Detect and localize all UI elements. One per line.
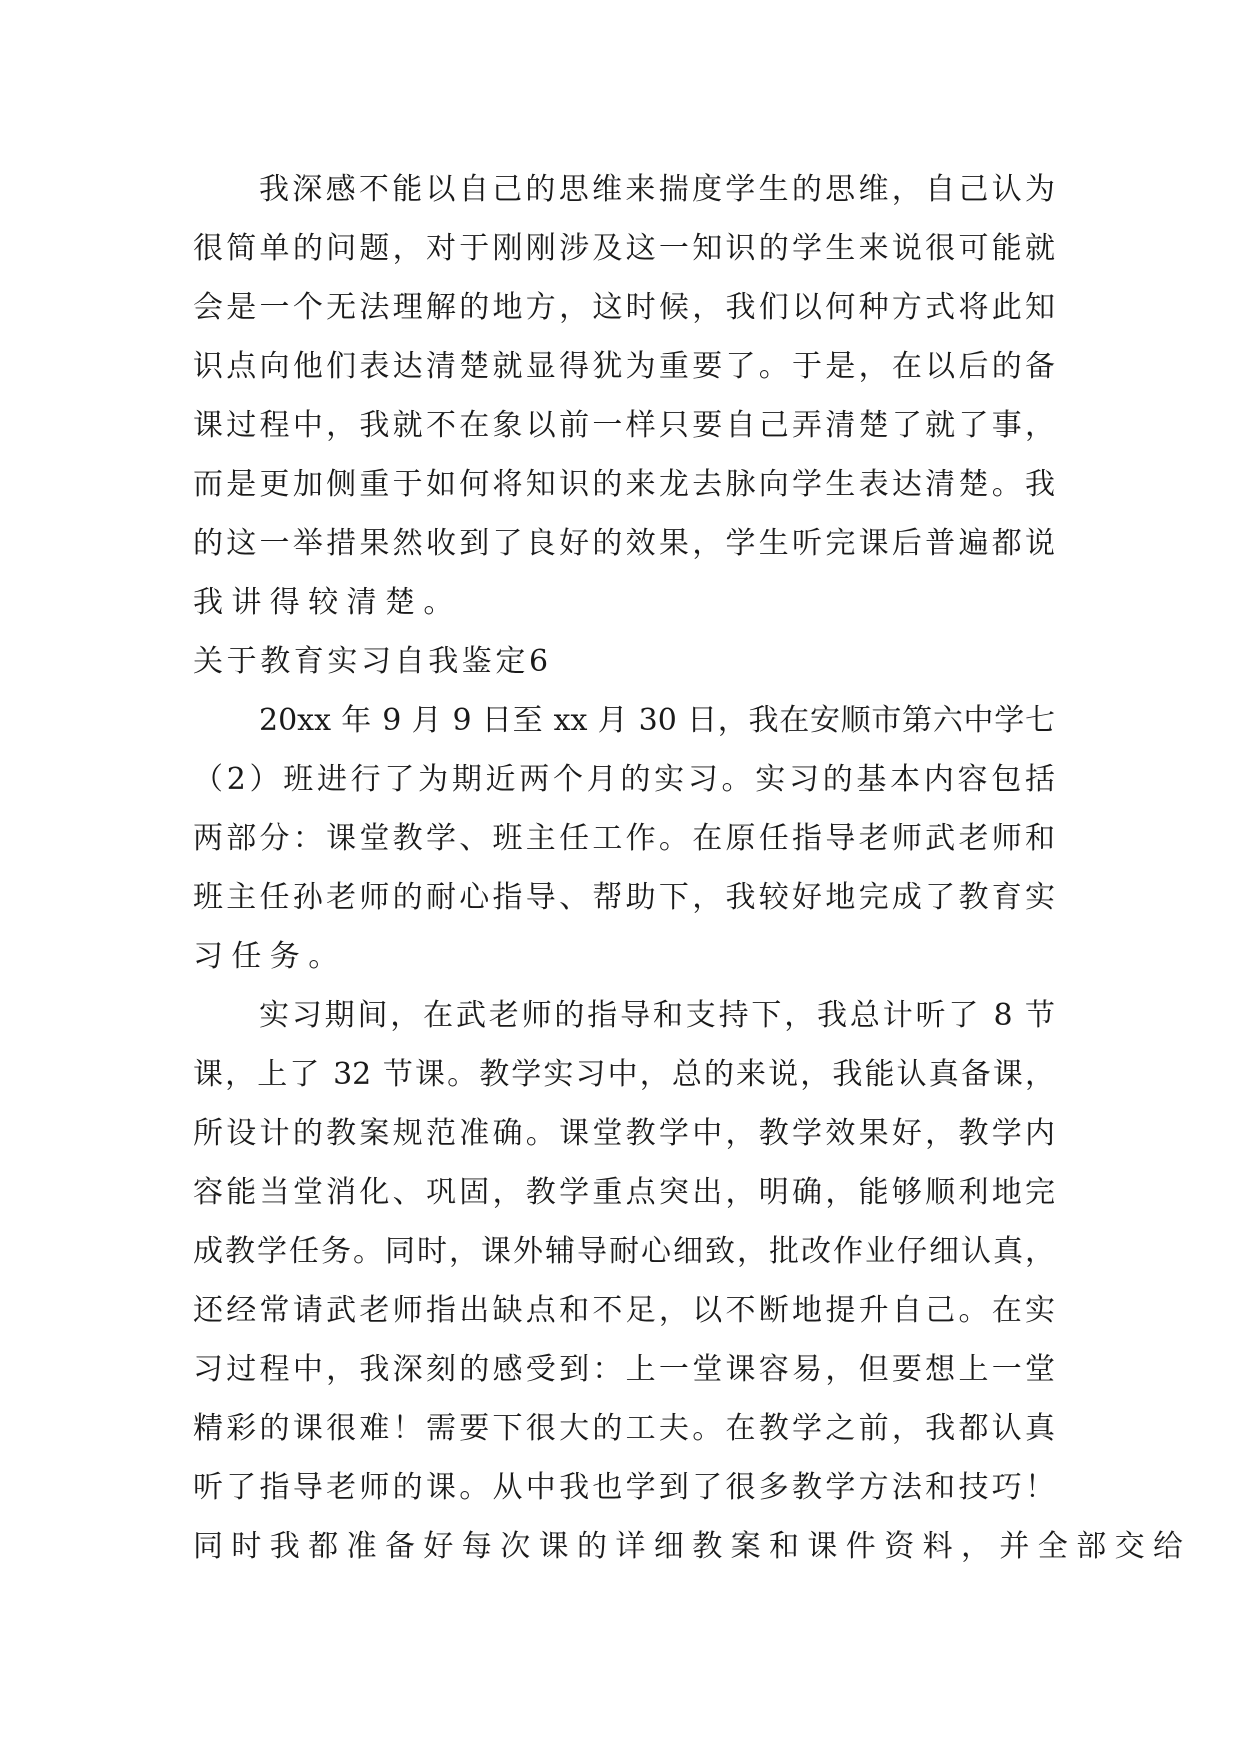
text-line: 精彩的课很难！需要下很大的工夫。在教学之前，我都认真 [193,1411,1055,1446]
text-line: 很简单的问题，对于刚刚涉及这一知识的学生来说很可能就 [193,231,1055,266]
text-line: 习任务。 [193,939,347,974]
paragraph-1 [193,160,1055,632]
text-line: 我讲得较清楚。 [193,585,462,620]
text-line: 班主任孙老师的耐心指导、帮助下，我较好地完成了教育实 [193,880,1055,915]
text-line: 习过程中，我深刻的感受到：上一堂课容易，但要想上一堂 [193,1352,1055,1387]
text-line: （2）班进行了为期近两个月的实习。实习的基本内容包括 [193,762,1055,797]
text-line: 我深感不能以自己的思维来揣度学生的思维，自己认为 [259,172,1055,207]
text-line: 课过程中，我就不在象以前一样只要自己弄清楚了就了事， [193,408,1055,443]
text-line: 所设计的教案规范准确。课堂教学中，教学效果好，教学内 [193,1116,1055,1151]
text-line: 同时我都准备好每次课的详细教案和课件资料，并全部交给 [193,1529,1192,1564]
text-line: 听了指导老师的课。从中我也学到了很多教学方法和技巧！ [193,1470,1055,1505]
text-line: 实习期间，在武老师的指导和支持下，我总计听了 8 节 [259,998,1055,1033]
text-line: 两部分：课堂教学、班主任工作。在原任指导老师武老师和 [193,821,1055,856]
section-heading [193,632,1055,691]
text-line: 会是一个无法理解的地方，这时候，我们以何种方式将此知 [193,290,1055,325]
text-line: 而是更加侧重于如何将知识的来龙去脉向学生表达清楚。我 [193,467,1055,502]
text-line: 20xx 年 9 月 9 日至 xx 月 30 日，我在安顺市第六中学七 [259,703,1055,738]
text-line: 成教学任务。同时，课外辅导耐心细致，批改作业仔细认真， [193,1234,1055,1269]
heading-text: 关于教育实习自我鉴定6 [193,644,552,679]
text-line: 识点向他们表达清楚就显得犹为重要了。于是，在以后的备 [193,349,1055,384]
text-line: 课，上了 32 节课。教学实习中，总的来说，我能认真备课， [193,1057,1055,1092]
document-body [193,160,1192,1576]
text-line: 还经常请武老师指出缺点和不足，以不断地提升自己。在实 [193,1293,1055,1328]
paragraph-3 [193,986,1192,1576]
text-line: 容能当堂消化、巩固，教学重点突出，明确，能够顺利地完 [193,1175,1055,1210]
text-line: 的这一举措果然收到了良好的效果，学生听完课后普遍都说 [193,526,1055,561]
paragraph-2 [193,691,1055,986]
